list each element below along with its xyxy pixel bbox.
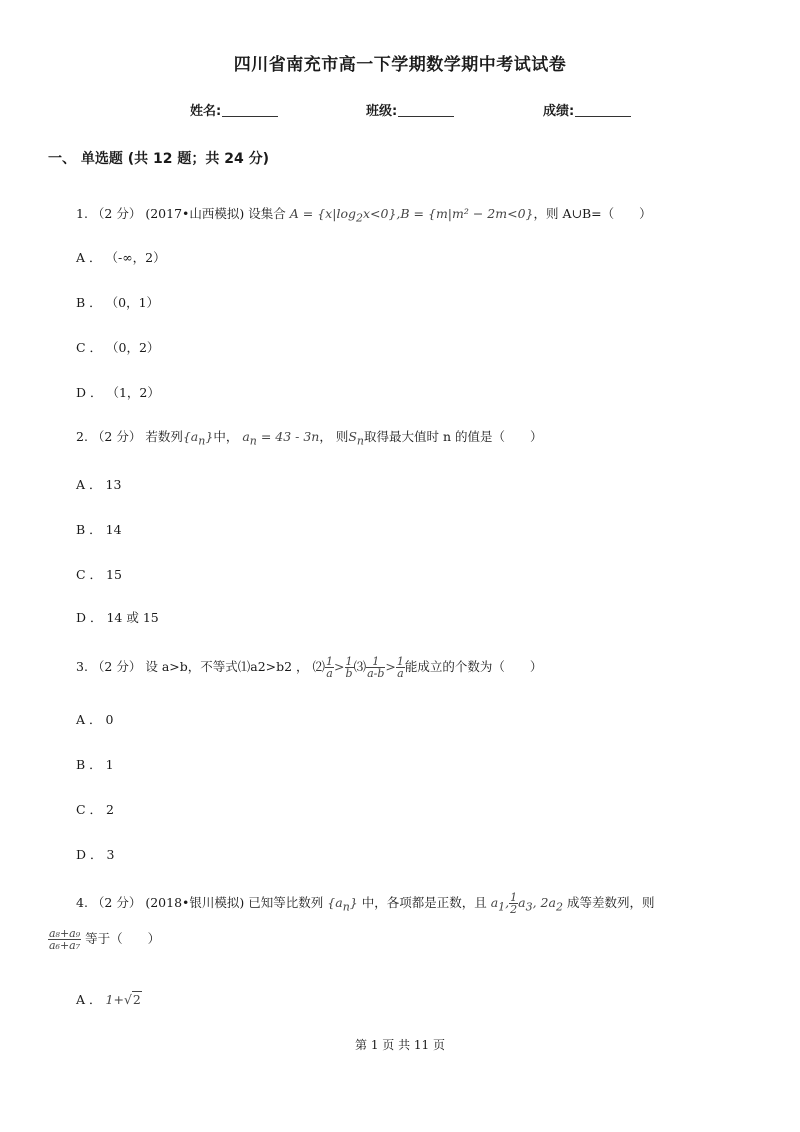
option-1-b[interactable]: B ． （0，1） — [76, 295, 160, 310]
fraction-1-over-a-2: $\frac{1}{a}$ — [396, 655, 404, 680]
math-sequence: $\{a_n\}$ — [182, 429, 214, 448]
class-blank — [398, 103, 454, 117]
option-2-b[interactable]: B ． 14 — [76, 522, 122, 537]
option-3-b[interactable]: B ． 1 — [76, 757, 114, 772]
math-general-term: $a_n = 43 - 3n$ — [242, 429, 320, 448]
score-blank — [575, 103, 631, 117]
question-number: 1. — [76, 206, 88, 221]
section-heading: 一、 单选题 (共 12 题；共 24 分) — [48, 151, 270, 167]
question-text: 设集合 — [248, 206, 286, 221]
option-2-d[interactable]: D ． 14 或 15 — [76, 610, 159, 625]
option-4-a[interactable]: A ． 1+√2 — [76, 992, 141, 1007]
question-text: 设 a>b，不等式⑴a2>b2 ， ⑵ — [145, 659, 326, 674]
fraction-1-over-a: $\frac{1}{a}$ — [326, 655, 334, 680]
math-set-b: ,B = {m|m² − 2m<0} — [396, 206, 534, 221]
math-sequence: $\{a_n\}$ — [327, 895, 358, 914]
question-text: 已知等比数列 — [248, 895, 324, 910]
fraction-one-half: $\frac{1}{2}$ — [510, 891, 518, 916]
score-field — [543, 100, 631, 119]
student-info-row — [0, 100, 800, 120]
option-1-d[interactable]: D ． （1，2） — [76, 385, 160, 400]
math-terms: $a_1$, $\frac{1}{2}$ $a_3$, $2a_2$ — [490, 891, 563, 916]
question-3: 3. （2 分） 设 a>b，不等式⑴a2>b2 ， ⑵ $\frac{1}{a}$ > $\frac{1}{b}$ ⑶ $\frac{1}{a-b}$ > $\frac{1}{a}$ 能成立的个数为（ ） — [76, 655, 543, 680]
question-score: （2 分） — [91, 895, 142, 910]
question-number: 2. — [76, 429, 88, 444]
question-2: 2. （2 分） 若数列$\{a_n\}$中， $a_n = 43 - 3n$， 则$S_n$取得最大值时 n 的值是（ ） — [76, 429, 543, 448]
option-2-a[interactable]: A ． 13 — [76, 477, 122, 492]
question-score: （2 分） — [91, 659, 142, 674]
name-label: 姓名: — [190, 104, 222, 119]
question-source: (2017•山西模拟) — [145, 206, 245, 221]
option-3-a[interactable]: A ． 0 — [76, 712, 114, 727]
class-field — [366, 100, 454, 119]
name-field — [190, 100, 278, 119]
question-number: 3. — [76, 659, 88, 674]
question-4: 4. （2 分） (2018•银川模拟) 已知等比数列 $\{a_n\}$ 中，各项都是正数，且 $a_1$, $\frac{1}{2}$ $a_3$, $2a_2$ 成等差数列，则 — [76, 891, 655, 916]
name-blank — [222, 103, 278, 117]
page-title: 四川省南充市高一下学期数学期中考试试卷 — [233, 55, 567, 75]
question-score: （2 分） — [91, 429, 142, 444]
option-3-d[interactable]: D ． 3 — [76, 847, 115, 862]
option-3-c[interactable]: C ． 2 — [76, 802, 114, 817]
option-2-c[interactable]: C ． 15 — [76, 567, 122, 582]
option-1-c[interactable]: C ． （0，2） — [76, 340, 160, 355]
question-4-continued: $\frac{\text{a₈+a₉}}{\text{a₆+a₇}}$ 等于（ ） — [49, 927, 161, 952]
math-set-a: $A = \{x|\log_2x<0\}$ — [289, 206, 397, 225]
sqrt-symbol: √2 — [123, 992, 141, 1007]
question-score: （2 分） — [91, 206, 142, 221]
fraction-ratio: $\frac{\text{a₈+a₉}}{\text{a₆+a₇}}$ — [49, 927, 81, 952]
fraction-1-over-a-minus-b: $\frac{1}{a-b}$ — [367, 655, 385, 680]
class-label: 班级: — [366, 104, 398, 119]
score-label: 成绩: — [543, 104, 575, 119]
page-footer: 第 1 页 共 11 页 — [355, 1038, 445, 1052]
question-source: (2018•银川模拟) — [145, 895, 245, 910]
question-text-end: ，则 A∪B=（ ） — [533, 206, 652, 221]
question-1 — [76, 204, 652, 225]
fraction-1-over-b: $\frac{1}{b}$ — [345, 655, 353, 680]
question-number: 4. — [76, 895, 88, 910]
question-text: 若数列 — [145, 429, 183, 444]
math-sum: $S_n$ — [348, 429, 365, 448]
option-1-a[interactable]: A ． （-∞，2） — [76, 250, 166, 265]
